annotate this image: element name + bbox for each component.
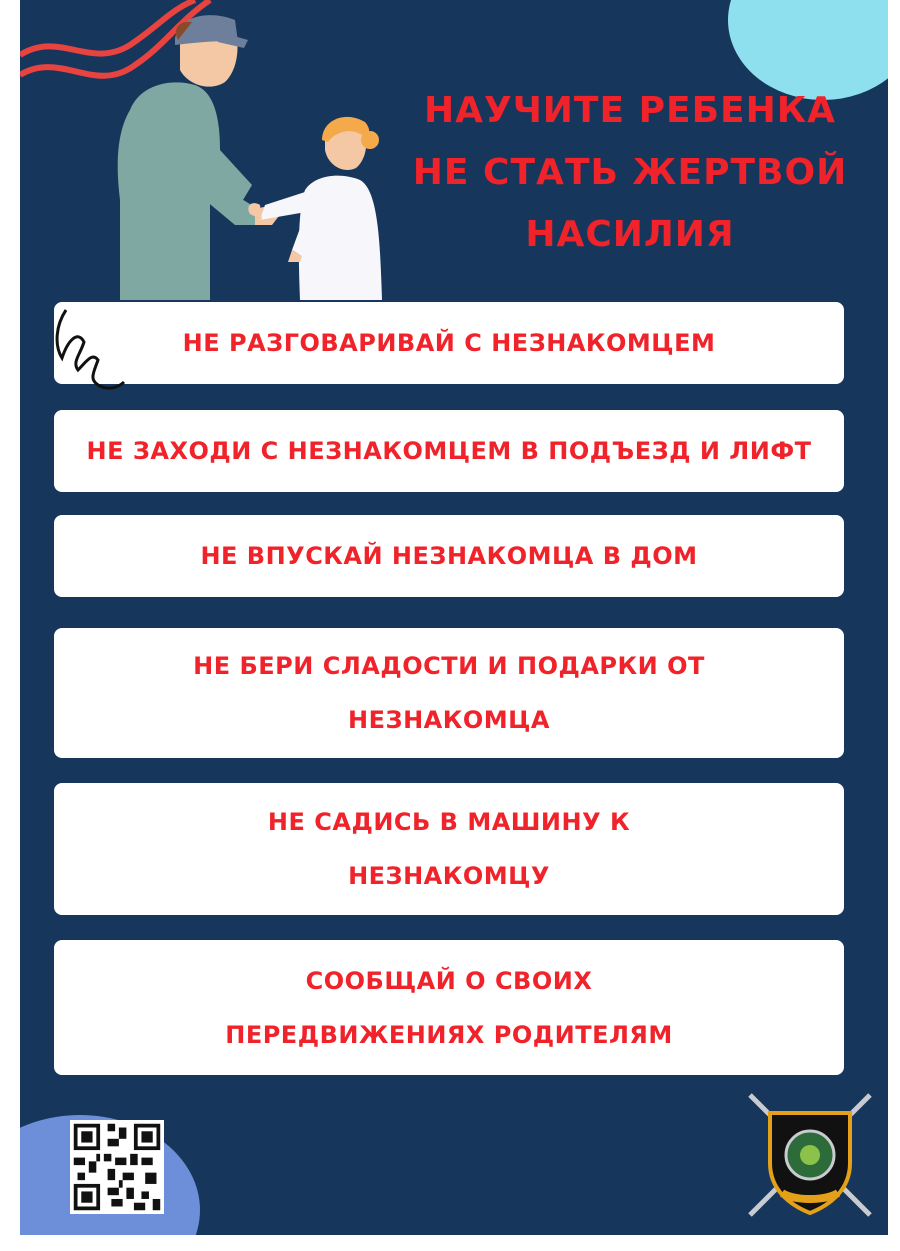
qr-code[interactable] xyxy=(70,1120,164,1214)
rule-text: НЕ ЗАХОДИ С НЕЗНАКОМЦЕМ В ПОДЪЕЗД И ЛИФТ xyxy=(86,437,812,465)
rule-card xyxy=(54,628,844,758)
title-line: НЕ СТАТЬ ЖЕРТВОЙ xyxy=(412,152,848,193)
rule-card xyxy=(54,515,844,597)
poster xyxy=(20,0,888,1235)
poster-title xyxy=(400,80,860,266)
rule-text: СООБЩАЙ О СВОИХ xyxy=(305,966,593,995)
handwritten-scribble xyxy=(48,300,138,400)
rule-text: НЕЗНАКОМЦА xyxy=(348,706,550,734)
title-line: НАУЧИТЕ РЕБЕНКА xyxy=(423,90,837,131)
title-line: НАСИЛИЯ xyxy=(525,214,735,255)
rule-text: НЕ ВПУСКАЙ НЕЗНАКОМЦА В ДОМ xyxy=(200,542,698,570)
rule-text: НЕ САДИСЬ В МАШИНУ К xyxy=(267,808,631,836)
adult-and-child-illustration xyxy=(60,0,420,300)
rule-card xyxy=(54,302,844,384)
rule-card xyxy=(54,940,844,1075)
rule-text: НЕ БЕРИ СЛАДОСТИ И ПОДАРКИ ОТ xyxy=(193,652,705,680)
rule-text: ПЕРЕДВИЖЕНИЯХ РОДИТЕЛЯМ xyxy=(225,1020,673,1049)
rule-card xyxy=(54,783,844,915)
rule-card xyxy=(54,410,844,492)
rule-text: НЕЗНАКОМЦУ xyxy=(348,862,550,890)
rule-text: НЕ РАЗГОВАРИВАЙ С НЕЗНАКОМЦЕМ xyxy=(182,329,716,357)
investigative-committee-emblem xyxy=(740,1085,880,1225)
